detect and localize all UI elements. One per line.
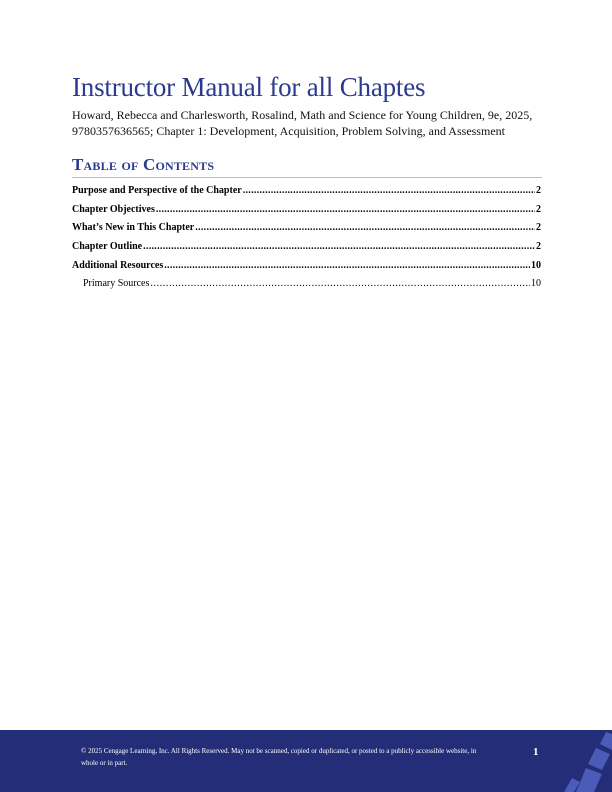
toc-heading: Table of Contents [72, 155, 542, 178]
toc-entry-outline[interactable] [72, 241, 541, 260]
cengage-logo-icon [562, 730, 612, 792]
toc-entry-page: 10 [531, 278, 541, 290]
toc-dot-leader [243, 185, 535, 196]
toc-dot-leader [150, 278, 530, 289]
toc-entry-label: Chapter Outline [72, 241, 143, 253]
toc-entry-label: Purpose and Perspective of the Chapter [72, 185, 242, 196]
toc-entry-label: Additional Resources [72, 259, 164, 271]
toc-dot-leader [143, 241, 535, 252]
toc-entry-label: What’s New in This Chapter [72, 222, 195, 234]
table-of-contents [72, 185, 541, 297]
toc-dot-leader [164, 260, 530, 271]
page-footer [0, 730, 612, 792]
toc-entry-label: Chapter Objectives [72, 203, 155, 215]
toc-entry-page: 2 [536, 203, 541, 215]
toc-entry-page: 10 [531, 259, 541, 271]
copyright-notice: © 2025 Cengage Learning, Inc. All Rights Reserved. May not be scanned, copied or duplicated, or posted to a publicly accessible website, in whole or in part. [81, 747, 477, 767]
toc-entry-label: Primary Sources [83, 278, 150, 290]
toc-dot-leader [195, 222, 535, 233]
page-number: 1 [533, 746, 539, 758]
page-title: Instructor Manual for all Chaptes [72, 72, 426, 102]
toc-entry-objectives[interactable] [72, 204, 541, 223]
document-subtitle: Howard, Rebecca and Charlesworth, Rosalind, Math and Science for Young Children, 9e, 2025, 9780357636565; Chapter 1: Development, Acquisition, Problem Solving, and Assessment [72, 108, 533, 138]
toc-dot-leader [156, 204, 535, 215]
toc-entry-additional-resources[interactable] [72, 260, 541, 279]
toc-entry-page: 2 [536, 241, 541, 253]
toc-entry-primary-sources[interactable] [72, 278, 541, 297]
toc-entry-whats-new[interactable] [72, 222, 541, 241]
toc-entry-page: 2 [536, 185, 541, 196]
toc-entry-page: 2 [536, 222, 541, 234]
toc-entry-purpose[interactable] [72, 185, 541, 204]
